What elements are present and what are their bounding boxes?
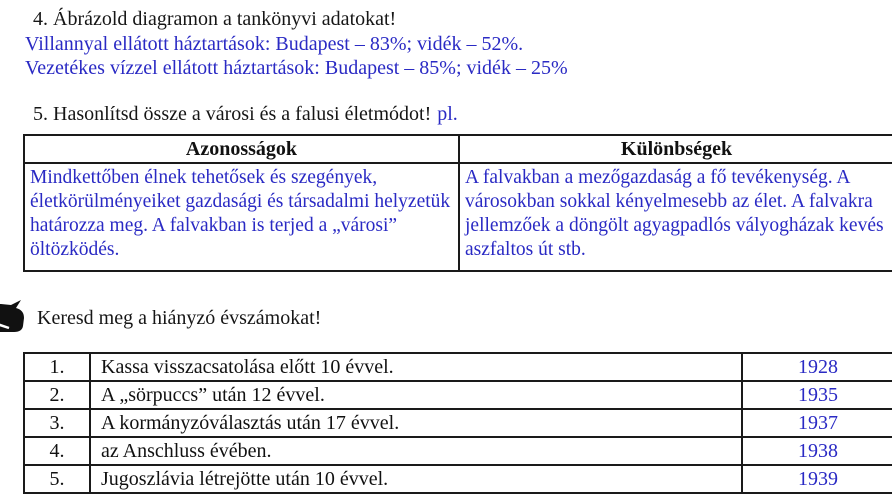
task4-title: 4. Ábrázold diagramon a tankönyvi adatokat! [33, 8, 397, 30]
row-number: 4. [24, 437, 90, 465]
row-number: 2. [24, 381, 90, 409]
row-clue: az Anschluss évében. [90, 437, 742, 465]
task6-title: Keresd meg a hiányzó évszámokat! [37, 307, 322, 329]
years-table-row [24, 465, 892, 493]
row-year: 1928 [742, 353, 892, 381]
cell-differences: A falvakban a mezőgazdaság a fő tevékenység. A városokban sokkal kényelmesebb az élet. A falvakra jellemzőek a döngölt agyagpadlós vályogházak kevés aszfaltos út stb. [459, 163, 892, 271]
years-table-row [24, 353, 892, 381]
task5-title-example-marker: pl. [437, 103, 458, 125]
task5-title [33, 102, 458, 126]
row-clue: Kassa visszacsatolása előtt 10 évvel. [90, 353, 742, 381]
row-number: 1. [24, 353, 90, 381]
years-table-row [24, 409, 892, 437]
task-marker-icon [0, 298, 27, 336]
row-number: 5. [24, 465, 90, 493]
header-differences: Különbségek [459, 135, 892, 163]
task5-title-text: 5. Hasonlítsd össze a városi és a falusi életmódot! [33, 103, 432, 125]
cell-similarities: Mindkettőben élnek tehetősek és szegények, életkörülményeiket gazdasági és társadalmi helyzetük határozza meg. A falvakban is terjed a „városi” öltözködés. [24, 163, 459, 271]
row-year: 1939 [742, 465, 892, 493]
task4-data-line-water: Vezetékes vízzel ellátott háztartások: Budapest – 85%; vidék – 25% [25, 57, 568, 79]
row-year: 1935 [742, 381, 892, 409]
row-year: 1937 [742, 409, 892, 437]
row-clue: A „sörpuccs” után 12 évvel. [90, 381, 742, 409]
years-table [23, 352, 892, 494]
comparison-table-body-row [24, 163, 892, 271]
comparison-table [23, 134, 892, 272]
years-table-row [24, 437, 892, 465]
row-number: 3. [24, 409, 90, 437]
header-similarities: Azonosságok [24, 135, 459, 163]
years-table-row [24, 381, 892, 409]
task4-data-line-electricity: Villannyal ellátott háztartások: Budapest – 83%; vidék – 52%. [25, 33, 524, 55]
comparison-table-header-row [24, 135, 892, 163]
row-clue: A kormányzóválasztás után 17 évvel. [90, 409, 742, 437]
row-clue: Jugoszlávia létrejötte után 10 évvel. [90, 465, 742, 493]
row-year: 1938 [742, 437, 892, 465]
